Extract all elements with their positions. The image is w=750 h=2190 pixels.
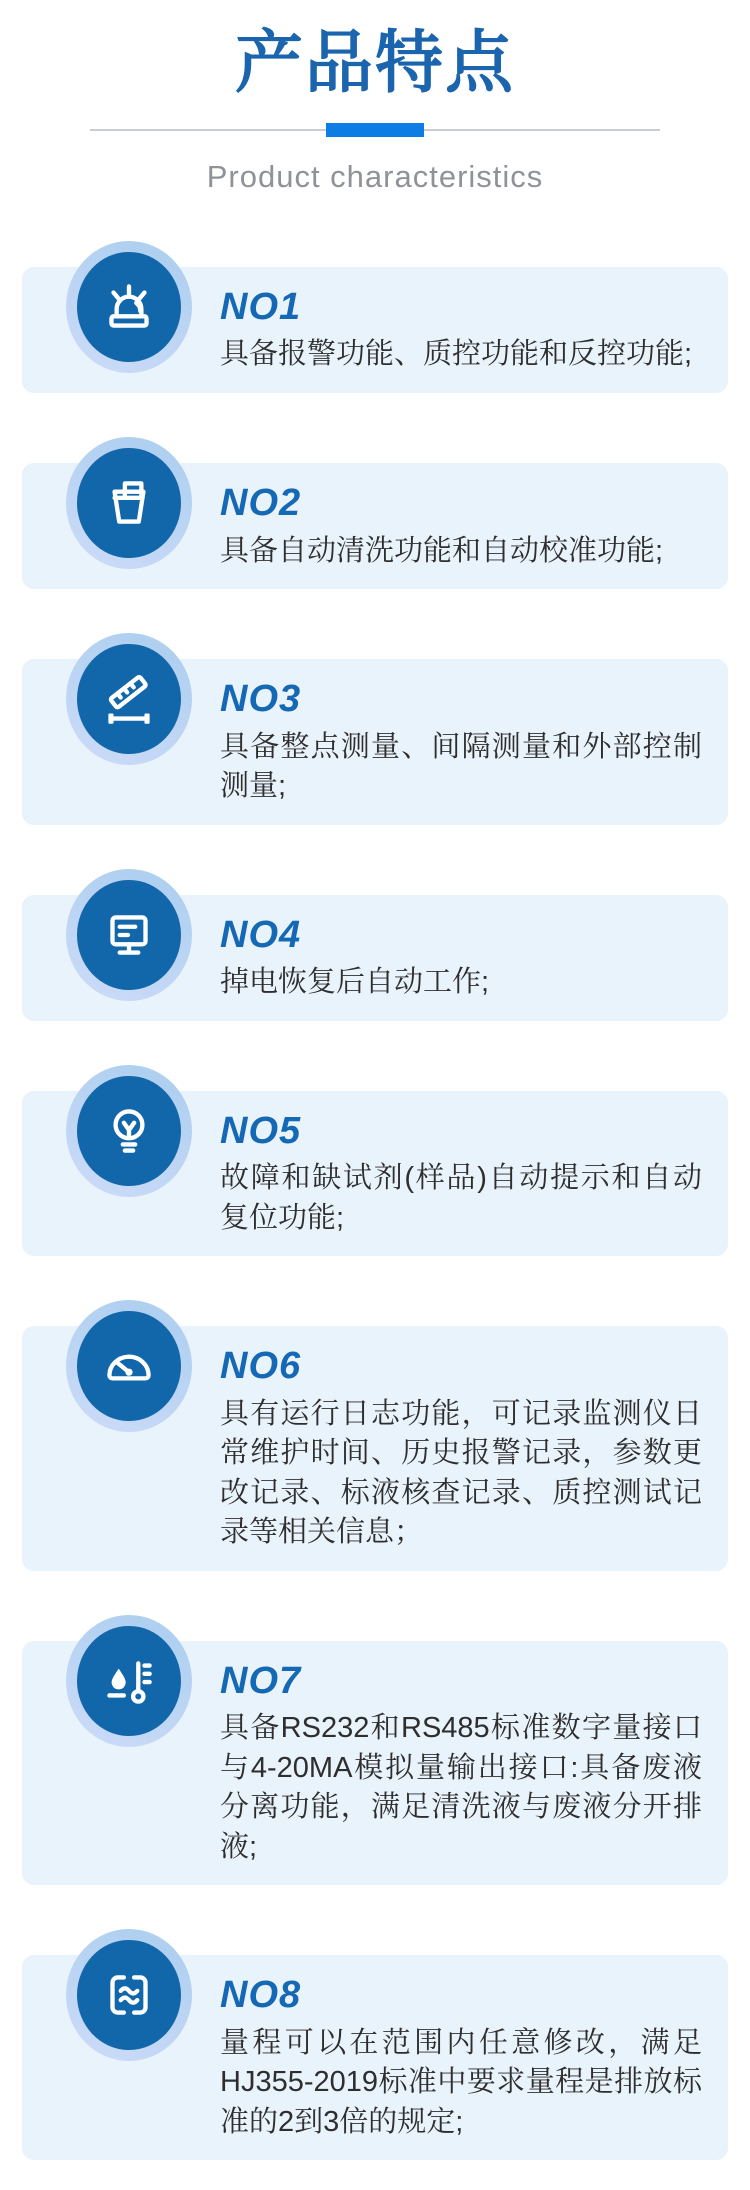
feature-card-4 [22,895,728,1021]
feature-card-8 [22,1955,728,2160]
auto-clean-cup-icon [66,437,192,569]
thermometer-drop-icon [66,1615,192,1747]
range-wave-icon [66,1929,192,2061]
feature-card-6 [22,1326,728,1570]
feature-card-1 [22,267,728,393]
feature-number: NO5 [220,1109,302,1152]
feature-description: 具备自动清洗功能和自动校准功能; [220,534,664,567]
feature-card-3 [22,659,728,825]
page-title: 产品特点 [234,25,515,101]
feature-description: 具有运行日志功能，可记录监测仪日常维护时间、历史报警记录，参数更改记录、标液核查记录、质控测试记录等相关信息； [220,1397,702,1549]
ruler-measure-icon [66,633,192,765]
feature-description: 具备RS232和RS485标准数字量接口与4-20MA模拟量输出接口:具备废液分离功能，满足清洗液与废液分开排液; [220,1712,702,1863]
page-subtitle: Product characteristics [206,158,544,194]
alarm-siren-icon [66,241,192,373]
feature-number: NO1 [220,285,302,328]
title-divider [90,123,660,137]
feature-card-2 [22,463,728,589]
light-bulb-icon [66,1065,192,1197]
feature-description: 掉电恢复后自动工作; [220,966,490,999]
divider-accent-bar [326,123,424,137]
feature-card-7 [22,1641,728,1885]
feature-description: 故障和缺试剂(样品)自动提示和自动复位功能; [220,1162,702,1234]
feature-number: NO8 [220,1974,302,2017]
feature-number: NO6 [220,1345,302,1388]
feature-number: NO7 [220,1659,302,1702]
feature-description: 具备整点测量、间隔测量和外部控制测量; [220,730,702,803]
gauge-icon [66,1300,192,1432]
feature-description: 量程可以在范围内任意修改，满足HJ355-2019标准中要求量程是排放标准的2到3倍的规定; [220,2026,702,2138]
page-header [0,0,750,195]
feature-number: NO4 [220,913,302,956]
feature-card-5 [22,1091,728,1257]
feature-number: NO2 [220,481,302,524]
feature-description: 具备报警功能、质控功能和反控功能; [220,338,693,371]
monitor-icon [66,869,192,1001]
feature-number: NO3 [220,678,302,721]
